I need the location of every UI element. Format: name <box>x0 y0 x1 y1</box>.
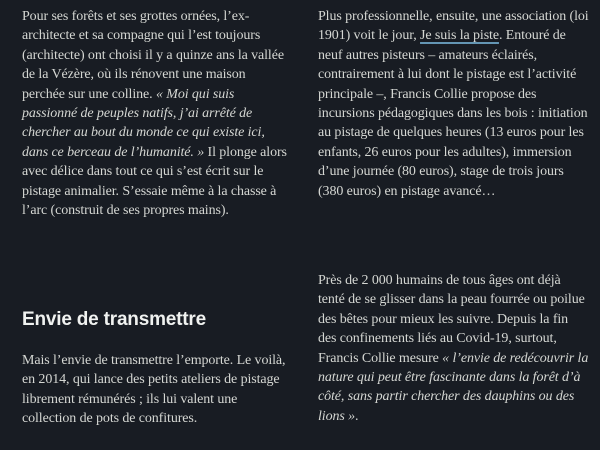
article-paragraph-bilan <box>318 271 589 426</box>
paragraph-segment: Mais l’envie de transmettre l’emporte. Le voilà, en 2014, qui lance des petits ateliers de pistage librement rémunérés ; ils lui valent une collection de pots de confitures. <box>22 353 286 427</box>
paragraph-segment: Près de 2 000 humains de tous âges ont déjà tenté de se glisser dans la peau fourrée ou poilue des bêtes pour mieux les suivre. Depuis la fin des confinements liés au Covid-19, surtout, Francis Collie mesure <box>318 273 585 366</box>
inline-link-je-suis-la-piste[interactable]: Je suis la piste <box>420 28 499 44</box>
article-paragraph-transmettre <box>22 351 288 429</box>
quote-segment: « Moi qui suis passionné de peuples natifs, j’ai arrêté de chercher au bout du monde ce qui existe ici, dans ce berceau de l’humanité. » <box>22 86 265 160</box>
paragraph-segment: Pour ses forêts et ses grottes ornées, l’ex-architecte et sa compagne qui l’est toujours (architecte) ont choisi il y a quinze ans la vallée de la Vézère, où ils rénovent une maison perchée sur une colline. <box>22 9 284 102</box>
paragraph-segment: . <box>355 408 359 424</box>
article-paragraph-intro <box>22 7 288 220</box>
quote-segment: « l’envie de redécouvrir la nature qui peut être fascinante dans la forêt d’à côté, sans partir chercher des dauphins ou des lions » <box>318 350 589 424</box>
section-heading-envie-de-transmettre: Envie de transmettre <box>22 309 206 330</box>
article-paragraph-association <box>318 7 589 201</box>
paragraph-segment: Il plonge alors avec délice dans tout ce qui s’est écrit sur le pistage animalier. S’essaie même à la chasse à l’arc (construit de ses propres mains). <box>22 144 287 219</box>
paragraph-segment: . Entouré de neuf autres pisteurs – amateurs éclairés, contrairement à lui dont le pistage est l’activité principale –, Francis Collie propose des incursions pédagogiques dans les bois : initiation au pistage de quelques heures (13 euros pour les enfants, 26 euros pour les adultes), immersion d’une journée (80 euros), stage de trois jours (380 euros) en pistage avancé… <box>318 28 588 199</box>
paragraph-segment: Plus professionnelle, ensuite, une association (loi 1901) voit le jour, <box>318 9 589 44</box>
